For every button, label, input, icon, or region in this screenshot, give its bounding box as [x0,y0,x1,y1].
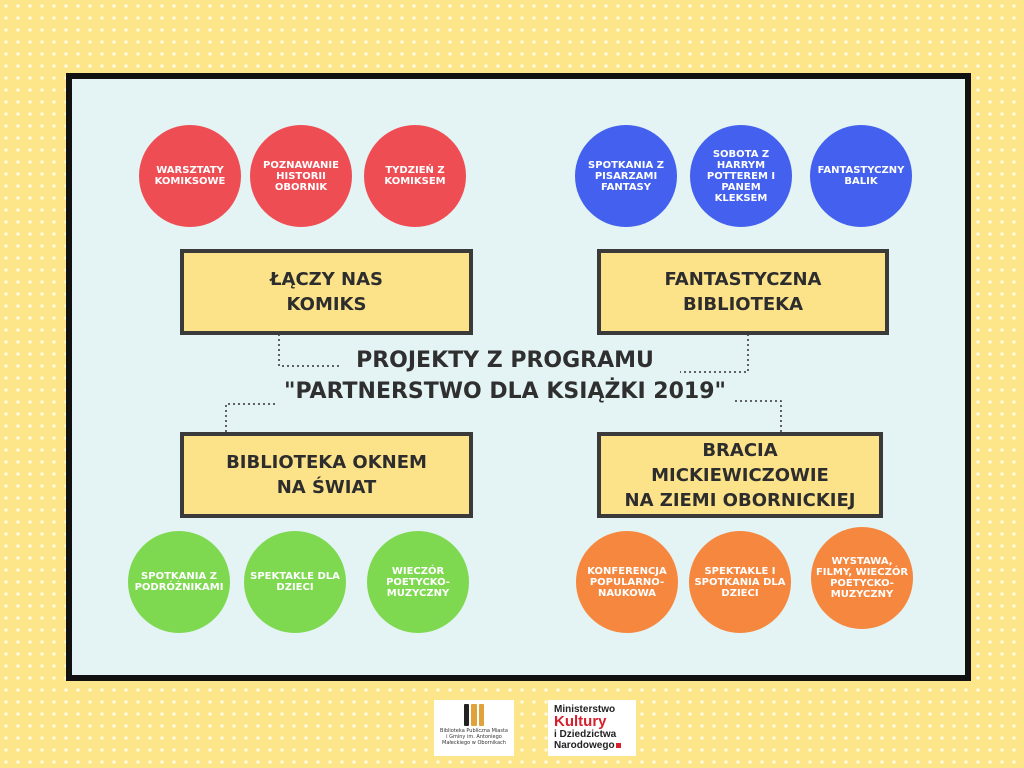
red-dot-icon [616,743,621,748]
activity-circle: SPOTKANIA Z PODRÓŻNIKAMI [128,531,230,633]
project-heading: BRACIA MICKIEWICZOWIE [651,439,829,486]
project-box-fantasy [597,249,889,335]
project-heading: FANTASTYCZNA [664,269,822,290]
ministry-text: i Dziedzictwa [554,729,617,740]
activity-circle: WIECZÓR POETYCKO-MUZYCZNY [367,531,469,633]
activity-circle: KONFERENCJA POPULARNO-NAUKOWA [576,531,678,633]
ministry-text: Kultury [554,713,607,730]
ministry-text: Ministerstwo [554,704,616,715]
book-icon [464,704,484,726]
project-box-mickiewicz [597,432,883,518]
activity-circle: SPEKTAKLE I SPOTKANIA DLA DZIECI [689,531,791,633]
activity-circle: SPOTKANIA Z PISARZAMI FANTASY [575,125,677,227]
activity-circle: POZNAWANIE HISTORII OBORNIK [250,125,352,227]
project-heading: ŁĄCZY NAS [269,269,383,290]
page-title [250,345,760,407]
project-heading: NA ŚWIAT [276,477,377,498]
activity-circle: WYSTAWA, FILMY, WIECZÓR POETYCKO-MUZYCZNY [811,527,913,629]
project-heading: BIBLIOTEKA [682,294,804,315]
library-name: Biblioteka Publiczna Miasta i Gminy im. Antoniego Małeckiego w Obornikach [440,728,508,746]
connector-world [226,404,276,432]
ministry-logo [548,700,636,756]
library-logo [434,700,514,756]
activity-circle: SPEKTAKLE DLA DZIECI [244,531,346,633]
project-heading: BIBLIOTEKA OKNEM [226,452,427,473]
project-heading: KOMIKS [286,294,367,315]
title-line: "PARTNERSTWO DLA KSIĄŻKI 2019" [283,379,727,404]
title-line: PROJEKTY Z PROGRAMU [356,348,654,373]
ministry-text: Narodowego [554,740,615,751]
project-box-comics [180,249,473,335]
project-box-world [180,432,473,518]
project-heading: NA ZIEMI OBORNICKIEJ [624,489,856,511]
activity-circle: SOBOTA Z HARRYM POTTEREM I PANEM KLEKSEM [690,125,792,227]
activity-circle: FANTASTYCZNY BALIK [810,125,912,227]
activity-circle: WARSZTATY KOMIKSOWE [139,125,241,227]
activity-circle: TYDZIEŃ Z KOMIKSEM [364,125,466,227]
